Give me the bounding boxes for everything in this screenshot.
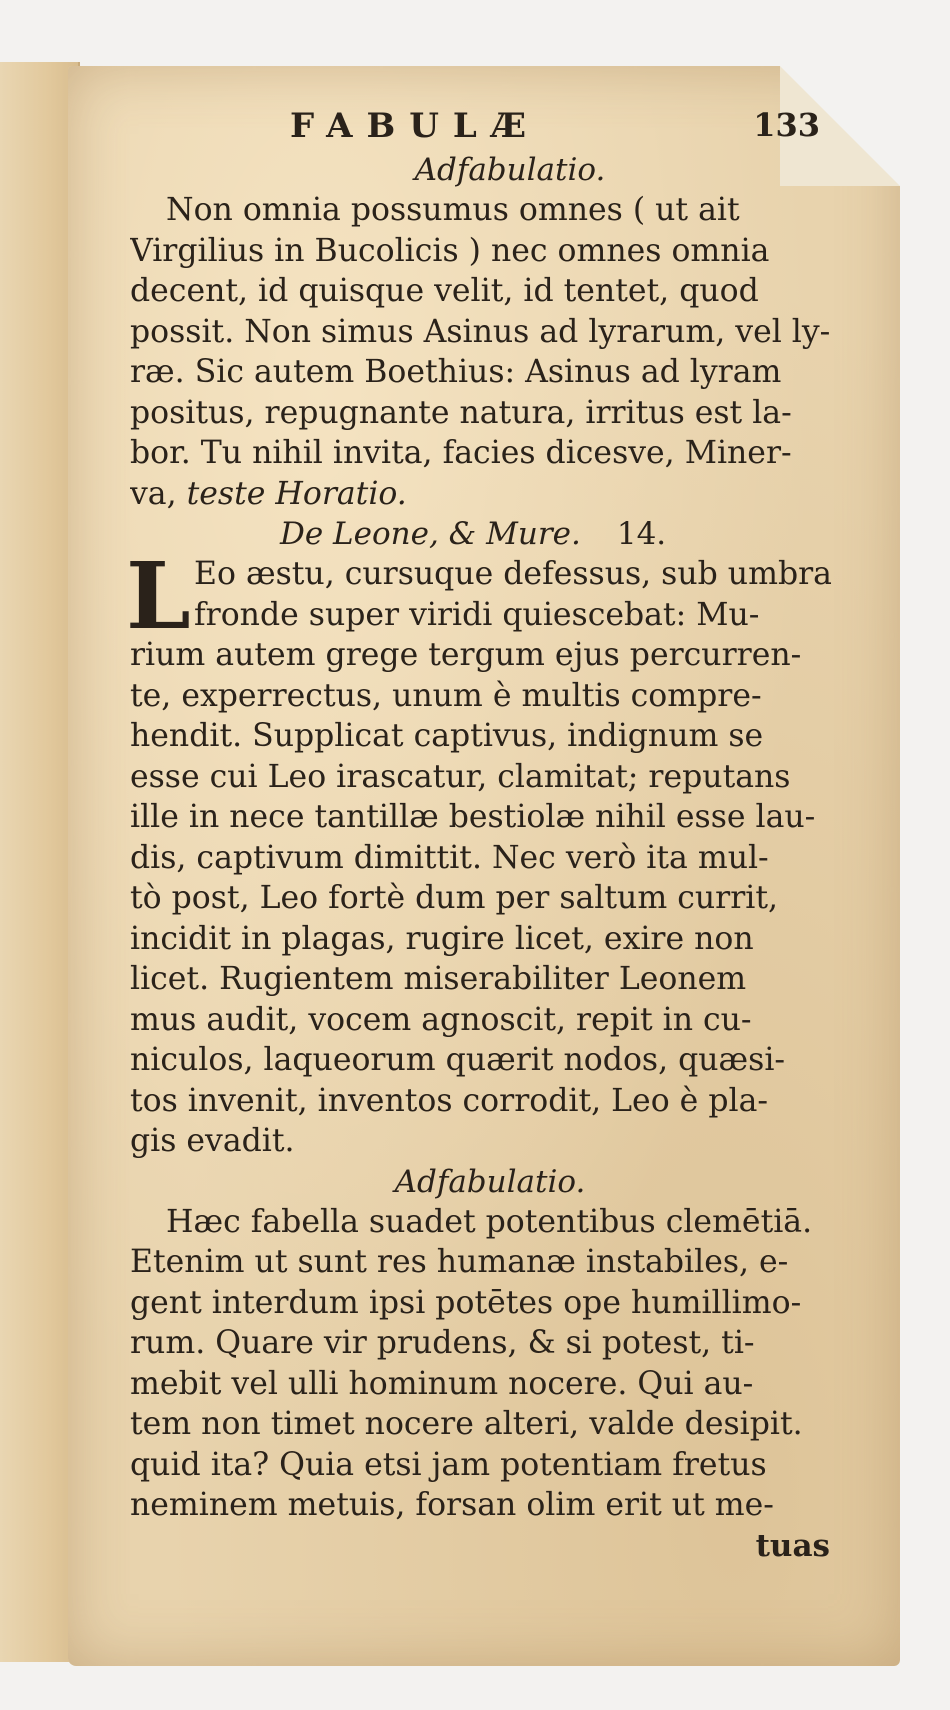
fable-paragraph: [130, 554, 850, 1162]
text-line: tem non timet nocere alteri, valde desipit.: [130, 1406, 803, 1442]
text-line: neminem metuis, forsan olim erit ut me-: [130, 1487, 774, 1523]
text-line: dis, captivum dimittit. Nec verò ita mul-: [130, 839, 769, 876]
text-line: tò post, Leo fortè dum per saltum currit,: [130, 880, 778, 916]
text-line: Eo æstu, cursuque defessus, sub umbra: [194, 556, 832, 592]
text-line: fronde super viridi quiescebat: Mu-: [194, 596, 760, 633]
moral-heading: Adfabulatio.: [414, 152, 606, 188]
text-line: esse cui Leo irascatur, clamitat; reputans: [130, 758, 791, 795]
catchword: tuas: [755, 1527, 830, 1564]
citation: teste Horatio.: [186, 475, 407, 512]
fable-title: [130, 514, 850, 554]
moral-heading: Adfabulatio.: [394, 1163, 586, 1200]
text-line: incidit in plagas, rugire licet, exire non: [130, 920, 754, 957]
fable-number: 14.: [616, 516, 667, 552]
page-number: 133: [753, 106, 820, 144]
text-line: possit. Non simus Asinus ad lyrarum, vel ly-: [130, 313, 831, 350]
text-line: licet. Rugientem miserabiliter Leonem: [130, 961, 747, 997]
fable-title-text: De Leone, & Mure.: [280, 516, 581, 552]
drop-cap: L: [126, 542, 191, 650]
text-line: niculos, laqueorum quærit nodos, quæsi-: [130, 1042, 786, 1078]
text-line: [130, 474, 850, 515]
text-line: gis evadit.: [130, 1123, 295, 1159]
text-fragment: va,: [130, 475, 177, 512]
text-line: rium autem grege tergum ejus percurren-: [130, 637, 802, 673]
book-page: [68, 66, 900, 1666]
text-line: gent interdum ipsi potētes ope humillimo-: [130, 1284, 802, 1321]
text-line: positus, repugnante natura, irritus est la-: [130, 394, 792, 431]
text-line: Etenim ut sunt res humanæ instabiles, e-: [130, 1244, 789, 1280]
text-line: tos invenit, inventos corrodit, Leo è pla-: [130, 1082, 768, 1119]
page-header: [130, 106, 850, 150]
text-line: ille in nece tantillæ bestiolæ nihil esse lau-: [130, 799, 816, 835]
text-line: mebit vel ulli hominum nocere. Qui au-: [130, 1365, 754, 1402]
text-line: Hæc fabella suadet potentibus clemētiā.: [166, 1203, 813, 1240]
text-line: ræ. Sic autem Boethius: Asinus ad lyram: [130, 354, 782, 390]
text-line: bor. Tu nihil invita, facies dicesve, Miner-: [130, 435, 792, 471]
text-line: Non omnia possumus omnes ( ut ait: [166, 192, 740, 228]
text-line: rum. Quare vir prudens, & si potest, ti-: [130, 1325, 755, 1361]
text-line: decent, id quisque velit, id tentet, quod: [130, 273, 759, 309]
text-line: Virgilius in Bucolicis ) nec omnes omnia: [130, 232, 770, 269]
text-line: quid ita? Quia etsi jam potentiam fretus: [130, 1446, 767, 1483]
page-text: [126, 106, 850, 1566]
running-title: FABULÆ: [290, 106, 540, 146]
moral-paragraph: [130, 190, 850, 514]
text-line: mus audit, vocem agnoscit, repit in cu-: [130, 1001, 752, 1038]
moral-paragraph: [130, 1202, 850, 1526]
text-line: hendit. Supplicat captivus, indignum se: [130, 718, 764, 754]
text-line: te, experrectus, unum è multis compre-: [130, 677, 762, 714]
fable-body: [126, 542, 850, 1162]
